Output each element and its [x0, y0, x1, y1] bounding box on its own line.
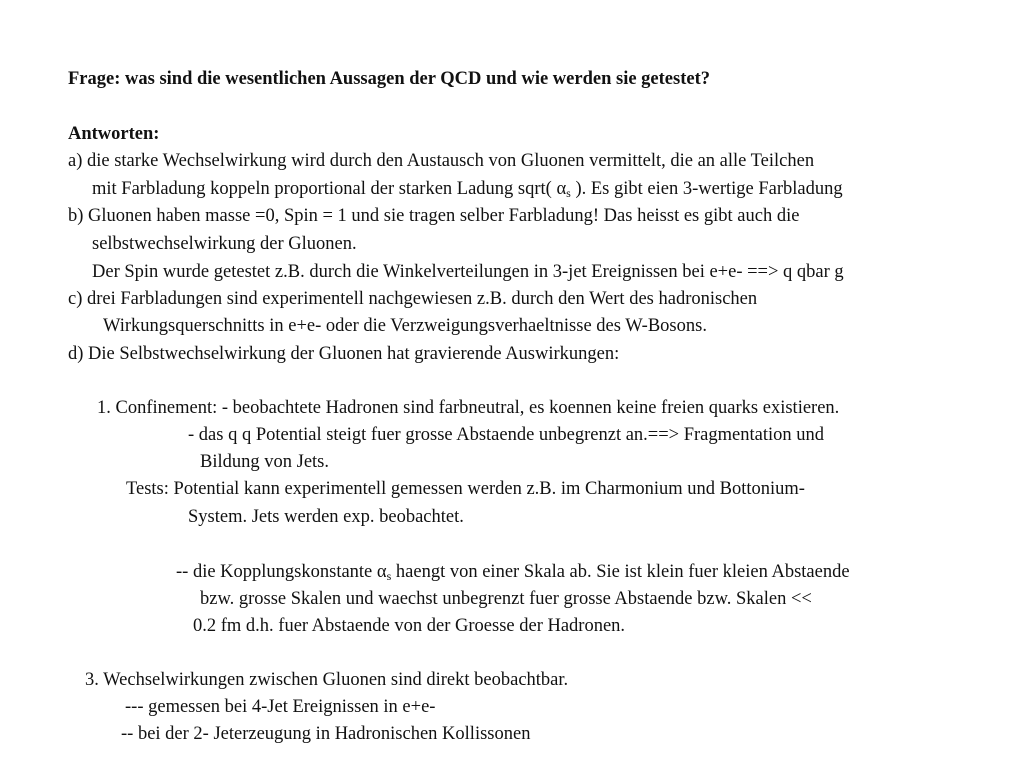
gluon-interactions-line3: -- bei der 2- Jeterzeugung in Hadronischen Kollissonen — [121, 724, 531, 744]
answer-b-line2: selbstwechselwirkung der Gluonen. — [92, 234, 357, 254]
question-heading: Frage: was sind die wesentlichen Aussagen der QCD und wie werden sie getestet? — [68, 69, 710, 89]
answer-c-line2: Wirkungsquerschnitts in e+e- oder die Verzweigungsverhaeltnisse des W-Bosons. — [103, 316, 707, 336]
answer-b-line1: b) Gluonen haben masse =0, Spin = 1 und sie tragen selber Farbladung! Das heisst es gibt auch die — [68, 206, 800, 226]
alpha-subscript: s — [566, 186, 571, 200]
coupling-line1 — [176, 563, 850, 582]
alpha-subscript: s — [386, 569, 392, 583]
answer-d-line1: d) Die Selbstwechselwirkung der Gluonen hat gravierende Auswirkungen: — [68, 344, 620, 364]
answer-a-line1: a) die starke Wechselwirkung wird durch den Austausch von Gluonen vermittelt, die an alle Teilchen — [68, 151, 815, 171]
coupling-line1-post: haengt von einer Skala ab. Sie ist klein fuer kleien Abstaende — [391, 562, 850, 582]
answer-a-line2-post: ). Es gibt eien 3-wertige Farbladung — [570, 179, 843, 199]
answer-a-line2-pre: mit Farbladung koppeln proportional der starken Ladung sqrt( — [92, 179, 557, 199]
alpha-symbol: α — [556, 179, 567, 199]
gluon-interactions-line2: --- gemessen bei 4-Jet Ereignissen in e+e- — [125, 697, 436, 717]
confinement-line2: - das q q Potential steigt fuer grosse Abstaende unbegrenzt an.==> Fragmentation und — [188, 425, 825, 445]
answer-b-line3: Der Spin wurde getestet z.B. durch die Winkelverteilungen in 3-jet Ereignissen bei e+e- ==> q qbar g — [92, 262, 844, 282]
confinement-line1: 1. Confinement: - beobachtete Hadronen sind farbneutral, es koennen keine freien quarks existieren. — [97, 398, 840, 418]
coupling-line3: 0.2 fm d.h. fuer Abstaende von der Groesse der Hadronen. — [193, 616, 626, 636]
coupling-line1-pre: -- die Kopplungskonstante — [176, 562, 377, 582]
confinement-line3: Bildung von Jets. — [200, 452, 329, 472]
confinement-tests-line1: Tests: Potential kann experimentell gemessen werden z.B. im Charmonium und Bottonium- — [126, 479, 805, 499]
coupling-line2: bzw. grosse Skalen und waechst unbegrenzt fuer grosse Abstaende bzw. Skalen << — [200, 589, 812, 609]
alpha-symbol: α — [376, 562, 387, 582]
answer-c-line1: c) drei Farbladungen sind experimentell nachgewiesen z.B. durch den Wert des hadronischen — [68, 289, 758, 309]
confinement-tests-line2: System. Jets werden exp. beobachtet. — [188, 507, 464, 527]
answers-heading: Antworten: — [68, 124, 160, 144]
answer-a-line2 — [92, 180, 843, 199]
gluon-interactions-line1: 3. Wechselwirkungen zwischen Gluonen sind direkt beobachtbar. — [85, 670, 569, 690]
